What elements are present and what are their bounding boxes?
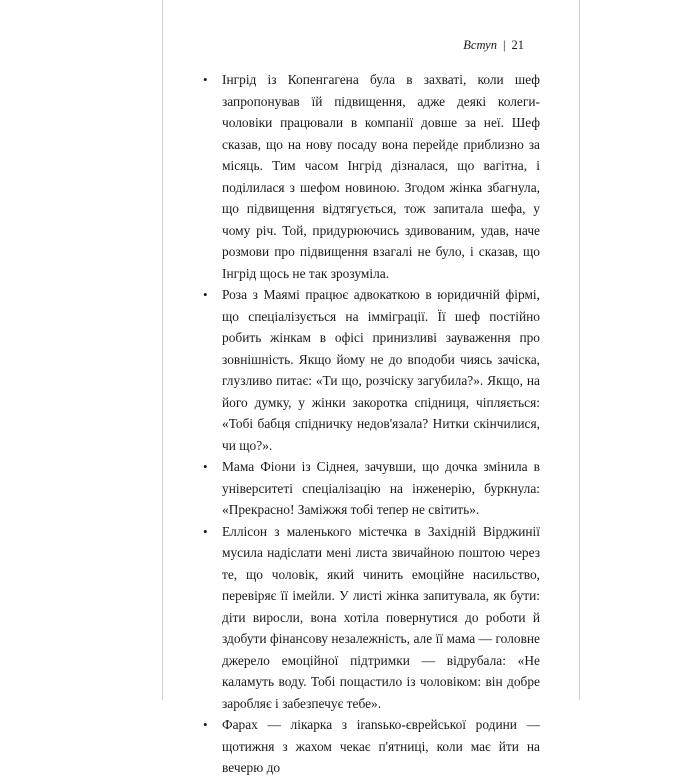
bullet-list: [200, 69, 540, 779]
header-separator: |: [502, 38, 506, 52]
list-item: [200, 284, 540, 456]
running-header: [463, 38, 524, 53]
bullet-icon: •: [203, 459, 208, 474]
list-item: [200, 456, 540, 521]
list-item: [200, 521, 540, 715]
page-number: 21: [511, 38, 524, 52]
list-item: [200, 69, 540, 284]
bullet-icon: •: [203, 287, 208, 302]
bullet-icon: •: [203, 523, 208, 539]
bullet-icon: •: [203, 717, 208, 732]
item-text: Мама Фіони із Сіднея, зачувши, що дочка змінила в університеті спеціалізацію на інженерію, буркнула: «Прекрасно! Заміжжя тобі тепер не світить».: [222, 459, 540, 517]
section-title: Вступ: [463, 38, 497, 52]
list-item: [200, 714, 540, 779]
bullet-icon: •: [203, 72, 208, 87]
item-text: Інгрід із Копенгагена була в захваті, коли шеф запропонував їй підвищення, адже деякі колеги-чоловіки працювали в компанії довше за неї. Шеф сказав, що на нову посаду вона перейде приблизно за місяць. Тим часом Інгрід дізналася, що вагітна, і поділилася з шефом новиною. Згодом жінка збагнула, що підвищення відтягується, тож запитала шефа, у чому річ. Той, придурюючись здивованим, удав, наче розмови про підвищення взагалі не було, і сказав, що Інгрід щось не так зрозуміла.: [222, 72, 540, 281]
page-body: [200, 69, 540, 779]
item-text: Фарах — лікарка з іransько-єврейської родини — щотижня з жахом чекає п'ятниці, коли має йти на вечерю до: [222, 717, 540, 775]
item-text: Еллісон з маленького містечка в Західній Вірджинії мусила надіслати мені листа звичайною поштою через те, що чоловік, який чинить емоційне насильство, перевіряє її імейли. У листі жінка запитувала, як бути: діти виросли, вона хотіла повернутися до роботи й здобути фінансову незалежність, але її мама — головне джерело емоційної підтримки — відрубала: «Не каламуть воду. Тобі пощастило із чоловіком: він добре заробляє і забезпечує тебе».: [222, 523, 540, 711]
item-text: Роза з Маямі працює адвокаткою в юридичній фірмі, що спеціалізується на імміграції. Її шеф постійно робить жінкам в офісі принизливі зауваження про зовнішність. Якщо йому не до вподоби чиясь зачіска, глузливо питає: «Ти що, розчіску загубила?». Якщо, на його думку, у жінки закоротка спідниця, чіпляється: «Тобі бабця спідничку недов'язала? Нитки скінчилися, чи що?».: [222, 287, 540, 453]
